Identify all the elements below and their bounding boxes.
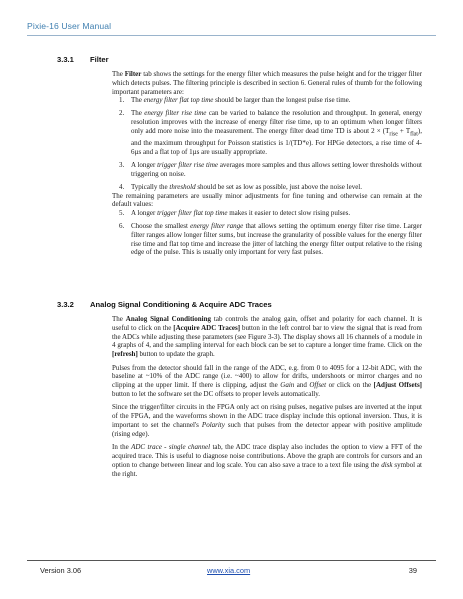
section-body-analog (112, 315, 422, 478)
filter-intro-paragraph: The Filter tab shows the settings for the energy filter which measures the pulse height and for the trigger filter which detects pulses. The filtering principle is described in section 6. General rules of thumb for the following important parameters are: (112, 70, 422, 96)
filter-term: Filter (124, 70, 142, 78)
list-item: 4. Typically the threshold should be set as low as possible, just above the noise level. (119, 182, 362, 191)
footer-website-link[interactable]: www.xia.com (207, 566, 251, 575)
page-number: 39 (408, 566, 417, 575)
list-item: 1. The energy filter flat top time should be larger than the longest pulse rise time. (119, 96, 351, 105)
section-number: 3.3.1 (57, 55, 74, 64)
analog-paragraph-2: Pulses from the detector should fall in the range of the ADC, e.g. from 0 to 4095 for a 12-bit ADC, with the baseline at ~10% of the ADC range (i.e. ~400) to allow for drifts, undershoots or mirror charges and no clipping at the upper limit. If there is clipping, adjust the Gain and Offset or click on the [Adjust Offsets] button to let the software set the DC offsets to proper levels automatically. (112, 363, 422, 398)
analog-paragraph-3: Since the trigger/filter circuits in the FPGA only act on rising pulses, negative pulses are inverted at the input of the FPGA, and the waveforms shown in the ADC trace display include this optional inversion. Thus, it is important to set the channel's Polarity such that pulses from the detector appear with positive amplitude (rising edge). (112, 403, 422, 438)
footer-divider (27, 560, 436, 561)
list-item: 6. Choose the smallest energy filter range that allows setting the optimum energy filter rise time. Larger filter ranges allow longer filter sums, but increase the granularity of possible values for the energy filter rise time and flat top time and increase the jitter of latching the energy filter output relative to the rising edge of the pulse. This is usually only important for very fast pulses. (119, 222, 422, 257)
filter-rules-list (112, 96, 422, 191)
analog-paragraph-1: The Analog Signal Conditioning tab controls the analog gain, offset and polarity for each channel. It is useful to click on the [Acquire ADC Traces] button in the left control bar to view the signal that is read from the ADCs while adjusting these parameters (see Figure 3-3). The display shows all 16 channels of a module in 4 graphs of 4, and the sampling interval for each block can be set to capture a longer time frame. Click on the [refresh] button to update the graph. (112, 315, 423, 359)
filter-remaining-paragraph: The remaining parameters are usually minor adjustments for fine tuning and otherwise can remain at the default values: (112, 191, 422, 209)
section-title: Analog Signal Conditioning & Acquire ADC Traces (90, 300, 272, 309)
section-heading-filter (57, 55, 109, 64)
section-number: 3.3.2 (57, 300, 74, 309)
section-heading-analog (57, 300, 272, 309)
analog-paragraph-4: In the ADC trace - single channel tab, the ADC trace display also includes the option to view a FFT of the acquired trace. This is useful to diagnose noise contributions. Above the graph are controls for cursors and an option to change between linear and log scale. You can also save a trace to a text file using the disk symbol at the right. (112, 443, 422, 478)
filter-minor-list (112, 209, 422, 257)
list-item: 2. The energy filter rise time can be varied to balance the resolution and throughput. In general, energy resolution improves with the increase of energy filter rise time, up to an optimum when longer filters only add more noise into the measurement. The energy filter dead time TD is about $2 \times (T_{rise} + T_{flat})$, and the maximum throughput for Poisson statistics is 1/(TD*e). For HPGe detectors, a rise time of 4-6µs and a flat top of 1µs are usually appropriate. (119, 109, 422, 156)
running-header-title: Pixie-16 User Manual (27, 21, 112, 31)
list-item: 3. A longer trigger filter rise time averages more samples and thus allows setting lower thresholds without triggering on noise. (119, 160, 423, 178)
header-divider (27, 35, 436, 36)
list-item: 5. A longer trigger filter flat top time makes it easier to detect slow rising pulses. (119, 209, 351, 218)
section-title: Filter (90, 55, 109, 64)
section-body-filter (112, 70, 422, 257)
footer-version: Version 3.06 (40, 566, 82, 575)
